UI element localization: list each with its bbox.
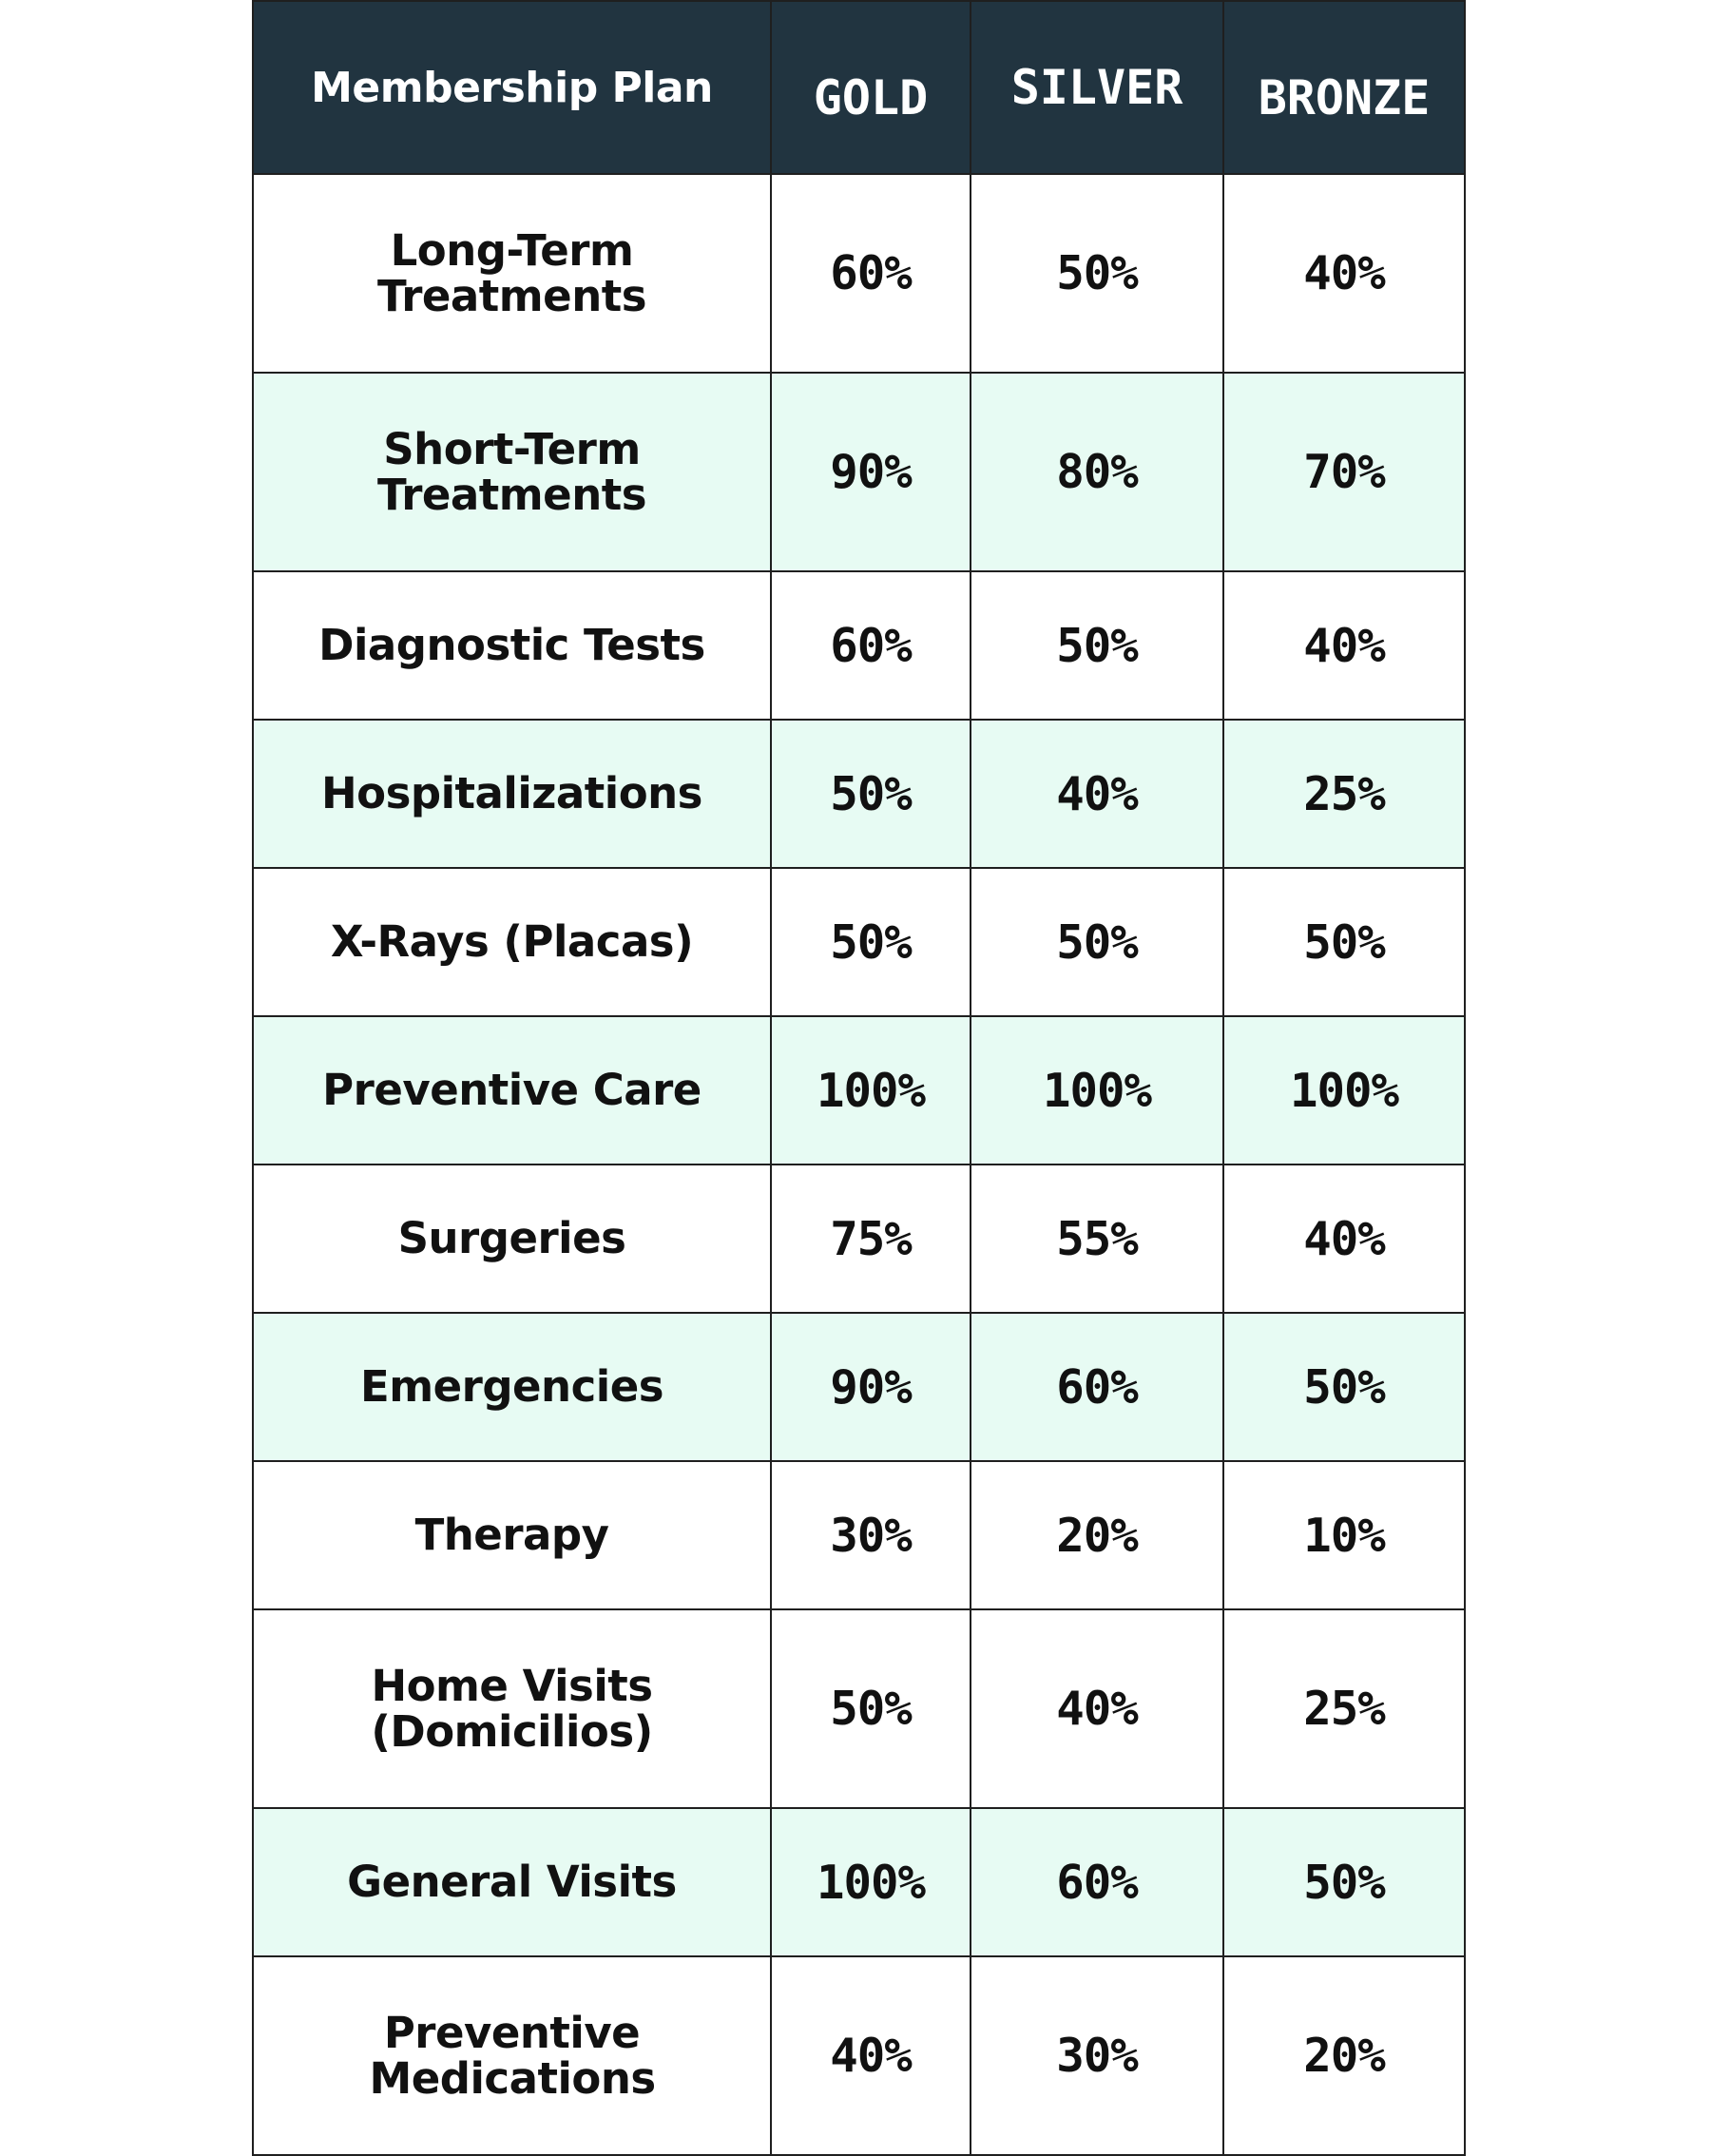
- table-row: [253, 1165, 1465, 1313]
- silver-value: 40%: [971, 720, 1223, 868]
- table-row: [253, 1461, 1465, 1609]
- gold-value: 100%: [771, 1016, 971, 1165]
- row-label: Surgeries: [253, 1165, 771, 1313]
- row-label: Diagnostic Tests: [253, 571, 771, 720]
- gold-value: 60%: [771, 571, 971, 720]
- gold-value: 60%: [771, 174, 971, 373]
- row-label-text: Short-Term Treatments: [376, 423, 647, 520]
- row-label: X-Rays (Placas): [253, 868, 771, 1016]
- bronze-value: 40%: [1223, 1165, 1465, 1313]
- gold-value: 30%: [771, 1461, 971, 1609]
- table-row: [253, 373, 1465, 571]
- silver-value: 50%: [971, 868, 1223, 1016]
- row-label: [253, 373, 771, 571]
- table-row: [253, 1808, 1465, 1956]
- header-silver: SILVER: [971, 1, 1223, 174]
- table-row: [253, 1313, 1465, 1461]
- gold-value: 40%: [771, 1956, 971, 2155]
- bronze-value: 25%: [1223, 720, 1465, 868]
- silver-value: 50%: [971, 174, 1223, 373]
- row-label: Therapy: [253, 1461, 771, 1609]
- bronze-value: 50%: [1223, 1808, 1465, 1956]
- silver-value: 60%: [971, 1808, 1223, 1956]
- header-gold: GOLD: [771, 1, 971, 174]
- gold-value: 90%: [771, 373, 971, 571]
- header-row: [253, 1, 1465, 174]
- bronze-value: 70%: [1223, 373, 1465, 571]
- table-row: [253, 868, 1465, 1016]
- silver-value: 100%: [971, 1016, 1223, 1165]
- silver-value: 60%: [971, 1313, 1223, 1461]
- gold-value: 50%: [771, 720, 971, 868]
- gold-value: 50%: [771, 1609, 971, 1808]
- row-label: [253, 174, 771, 373]
- row-label: Hospitalizations: [253, 720, 771, 868]
- silver-value: 20%: [971, 1461, 1223, 1609]
- row-label-text: Long-Term Treatments: [376, 224, 647, 321]
- row-label-text: Home Visits (Domicilios): [371, 1660, 653, 1757]
- silver-value: 55%: [971, 1165, 1223, 1313]
- table-row: [253, 1609, 1465, 1808]
- row-label: [253, 1609, 771, 1808]
- silver-value: 40%: [971, 1609, 1223, 1808]
- row-label-text: Preventive Medications: [369, 2007, 656, 2104]
- bronze-value: 50%: [1223, 868, 1465, 1016]
- gold-value: 75%: [771, 1165, 971, 1313]
- silver-value: 50%: [971, 571, 1223, 720]
- membership-plan-table: [252, 0, 1466, 2156]
- silver-value: 30%: [971, 1956, 1223, 2155]
- header-membership-plan: Membership Plan: [253, 1, 771, 174]
- table-row: [253, 1956, 1465, 2155]
- bronze-value: 25%: [1223, 1609, 1465, 1808]
- bronze-value: 50%: [1223, 1313, 1465, 1461]
- silver-value: 80%: [971, 373, 1223, 571]
- bronze-value: 10%: [1223, 1461, 1465, 1609]
- row-label: Emergencies: [253, 1313, 771, 1461]
- gold-value: 100%: [771, 1808, 971, 1956]
- bronze-value: 40%: [1223, 571, 1465, 720]
- table-row: [253, 720, 1465, 868]
- header-bronze: BRONZE: [1223, 1, 1465, 174]
- bronze-value: 40%: [1223, 174, 1465, 373]
- bronze-value: 20%: [1223, 1956, 1465, 2155]
- table-row: [253, 174, 1465, 373]
- row-label: Preventive Care: [253, 1016, 771, 1165]
- bronze-value: 100%: [1223, 1016, 1465, 1165]
- gold-value: 90%: [771, 1313, 971, 1461]
- gold-value: 50%: [771, 868, 971, 1016]
- table-row: [253, 571, 1465, 720]
- row-label: [253, 1956, 771, 2155]
- row-label: General Visits: [253, 1808, 771, 1956]
- table-row: [253, 1016, 1465, 1165]
